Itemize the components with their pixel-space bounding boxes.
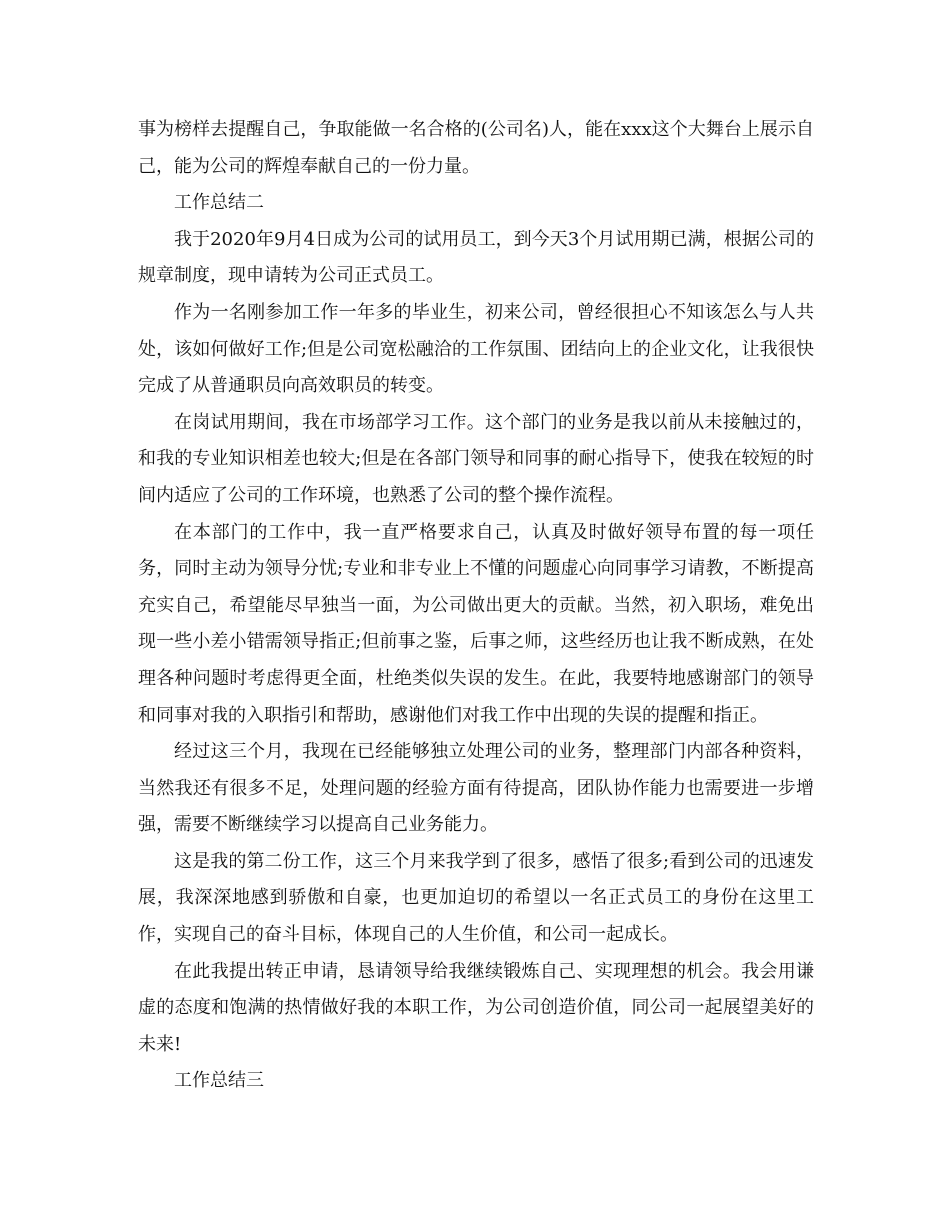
paragraph: 我于2020年9月4日成为公司的试用员工，到今天3个月试用期已满，根据公司的规章制度，现申请转为公司正式员工。 (138, 228, 814, 287)
paragraph: 在岗试用期间，我在市场部学习工作。这个部门的业务是我以前从未接触过的，和我的专业知识相差也较大;但是在各部门领导和同事的耐心指导下，使我在较短的时间内适应了公司的工作环境，也熟悉了公司的整个操作流程。 (138, 411, 814, 506)
paragraph: 在本部门的工作中，我一直严格要求自己，认真及时做好领导布置的每一项任务，同时主动为领导分忧;专业和非专业上不懂的问题虚心向同事学习请教，不断提高充实自己，希望能尽早独当一面，为公司做出更大的贡献。当然，初入职场，难免出现一些小差小错需领导指正;但前事之鉴，后事之师，这些经历也让我不断成熟，在处理各种问题时考虑得更全面，杜绝类似失误的发生。在此，我要特地感谢部门的领导和同事对我的入职指引和帮助，感谢他们对我工作中出现的失误的提醒和指正。 (138, 521, 814, 726)
paragraph: 作为一名刚参加工作一年多的毕业生，初来公司，曾经很担心不知该怎么与人共处，该如何做好工作;但是公司宽松融洽的工作氛围、团结向上的企业文化，让我很快完成了从普通职员向高效职员的转变。 (138, 301, 814, 397)
paragraph-continuation: 事为榜样去提醒自己，争取能做一名合格的(公司名)人，能在xxx这个大舞台上展示自己，能为公司的辉煌奉献自己的一份力量。 (138, 119, 814, 177)
paragraph: 在此我提出转正申请，恳请领导给我继续锻炼自己、实现理想的机会。我会用谦虚的态度和饱满的热情做好我的本职工作，为公司创造价值，同公司一起展望美好的未来! (138, 960, 814, 1055)
section-heading-3: 工作总结三 (174, 1070, 264, 1092)
paragraph: 这是我的第二份工作，这三个月来我学到了很多，感悟了很多;看到公司的迅速发展，我深深地感到骄傲和自豪，也更加迫切的希望以一名正式员工的身份在这里工作，实现自己的奋斗目标，体现自己的人生价值，和公司一起成长。 (138, 850, 814, 946)
paragraph: 经过这三个月，我现在已经能够独立处理公司的业务，整理部门内部各种资料，当然我还有很多不足，处理问题的经验方面有待提高，团队协作能力也需要进一步增强，需要不断继续学习以提高自己业务能力。 (138, 741, 814, 836)
document-body (138, 112, 814, 1100)
section-heading-2: 工作总结二 (174, 192, 264, 214)
